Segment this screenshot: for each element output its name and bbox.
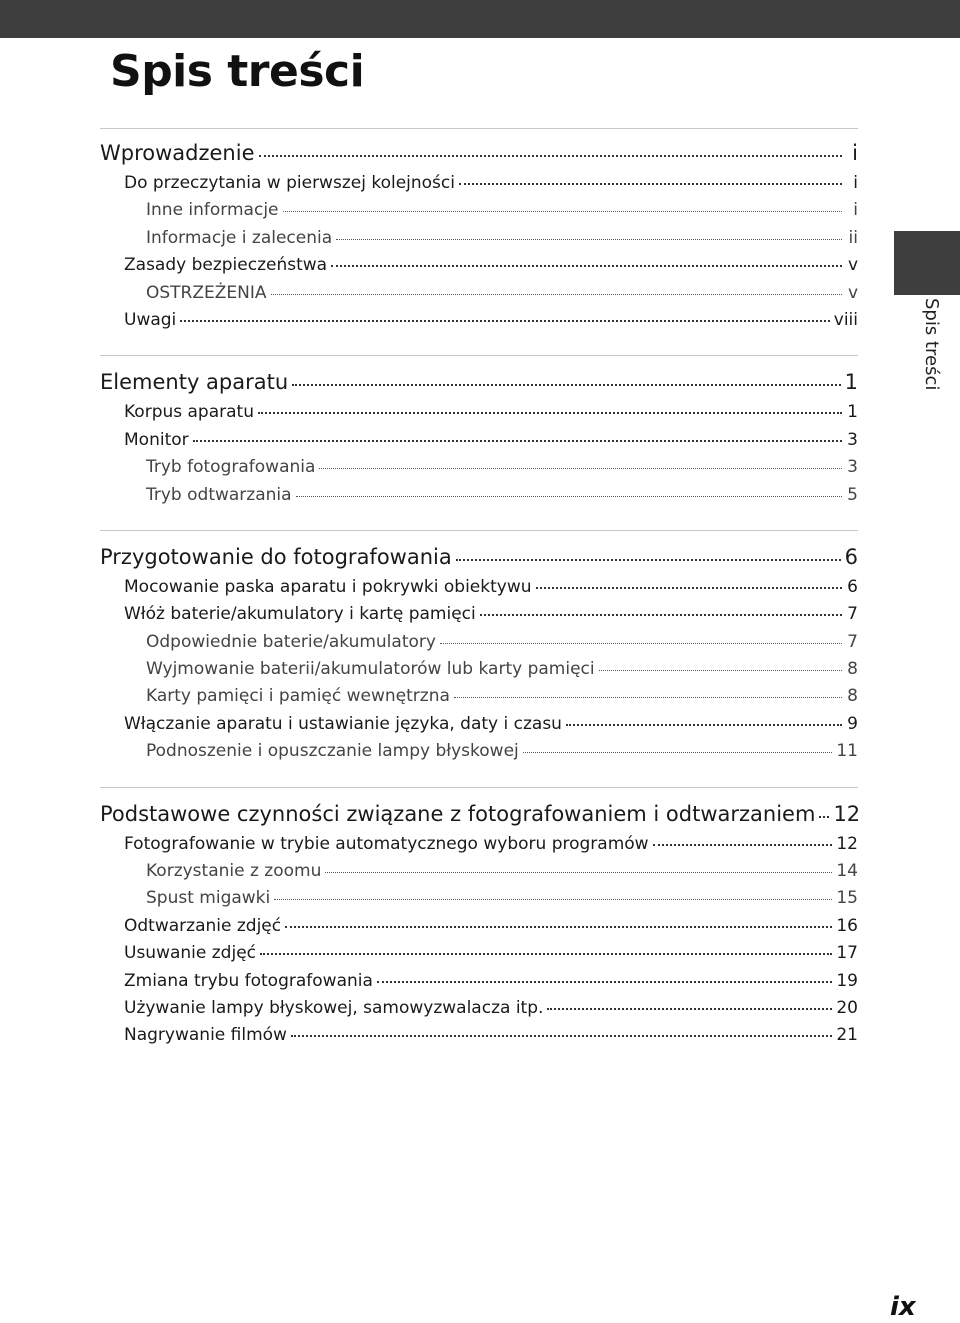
toc-entry-page: 7	[847, 604, 858, 625]
dot-leader	[377, 981, 832, 983]
toc-section-entry[interactable]	[100, 714, 858, 741]
dot-leader	[319, 468, 842, 469]
toc-entry-page: ii	[848, 227, 858, 248]
dot-leader	[260, 953, 832, 955]
toc-subsection-entry[interactable]	[100, 485, 858, 512]
toc-entry-title: Usuwanie zdjęć	[124, 943, 256, 964]
dot-leader	[459, 183, 842, 185]
toc-entry-page: v	[847, 255, 858, 276]
toc-section	[100, 787, 861, 1071]
toc-subsection-entry[interactable]	[100, 686, 858, 713]
top-header-bar	[0, 0, 960, 38]
dot-leader	[283, 211, 842, 212]
dot-leader	[536, 587, 842, 589]
toc-section	[100, 355, 858, 530]
side-section-label: Spis treści	[921, 298, 942, 391]
dot-leader	[336, 239, 842, 240]
table-of-contents	[100, 128, 861, 1071]
toc-entry-title: Inne informacje	[146, 200, 279, 221]
dot-leader	[259, 155, 843, 157]
toc-entry-page: 1	[847, 402, 858, 423]
toc-entry-page: 9	[847, 713, 858, 734]
toc-chapter-entry[interactable]	[100, 801, 861, 834]
dot-leader	[193, 440, 842, 442]
toc-section-entry[interactable]	[100, 255, 858, 282]
toc-entry-page: 7	[847, 631, 858, 652]
toc-entry-page: 15	[836, 888, 858, 909]
toc-section-entry[interactable]	[100, 430, 858, 457]
page-number: ix	[890, 1292, 916, 1322]
toc-entry-page: 12	[836, 833, 858, 854]
toc-entry-title: Odpowiednie baterie/akumulatory	[146, 631, 436, 652]
dot-leader	[456, 559, 841, 561]
toc-chapter-entry[interactable]	[100, 141, 858, 173]
toc-entry-title: Odtwarzanie zdjęć	[124, 915, 282, 936]
dot-leader	[653, 844, 833, 846]
toc-section-entry[interactable]	[100, 971, 858, 998]
toc-entry-page: i	[853, 173, 858, 193]
toc-entry-page: 19	[836, 970, 858, 991]
toc-entry-page: 1	[844, 370, 858, 395]
toc-entry-page: i	[853, 200, 858, 221]
toc-entry-title: Korpus aparatu	[124, 402, 254, 423]
toc-entry-title: Zmiana trybu fotografowania	[124, 970, 373, 991]
toc-entry-page: 20	[836, 997, 858, 1018]
dot-leader	[480, 614, 842, 616]
toc-section	[100, 128, 858, 355]
toc-entry-page: 3	[847, 457, 858, 478]
toc-entry-page: 17	[836, 943, 858, 964]
dot-leader	[291, 1035, 832, 1037]
toc-entry-title: Karty pamięci i pamięć wewnętrzna	[146, 686, 450, 707]
toc-entry-title: Podstawowe czynności związane z fotografowaniem i odtwarzaniem	[100, 801, 816, 826]
toc-section-entry[interactable]	[100, 943, 858, 970]
toc-entry-page: 5	[847, 484, 858, 505]
toc-entry-page: i	[852, 141, 858, 165]
toc-subsection-entry[interactable]	[100, 283, 858, 310]
dot-leader	[599, 670, 842, 671]
toc-entry-page: 14	[836, 861, 858, 882]
toc-entry-page: v	[847, 282, 858, 303]
dot-leader	[523, 752, 833, 753]
toc-section	[100, 530, 858, 787]
toc-section-entry[interactable]	[100, 834, 858, 861]
dot-leader	[285, 926, 832, 928]
dot-leader	[274, 899, 832, 900]
toc-entry-title: Włączanie aparatu i ustawianie języka, daty i czasu	[124, 713, 562, 734]
dot-leader	[819, 816, 829, 818]
toc-section-entry[interactable]	[100, 916, 858, 943]
toc-entry-title: Do przeczytania w pierwszej kolejności	[124, 173, 455, 193]
toc-entry-title: Wyjmowanie baterii/akumulatorów lub karty pamięci	[146, 659, 595, 680]
toc-section-entry[interactable]	[100, 577, 858, 604]
toc-subsection-entry[interactable]	[100, 200, 858, 227]
toc-entry-title: Wprowadzenie	[100, 141, 255, 165]
toc-entry-page: 11	[836, 741, 858, 762]
toc-entry-page: 12	[833, 801, 861, 826]
toc-entry-title: Monitor	[124, 429, 189, 450]
toc-entry-title: OSTRZEŻENIA	[146, 282, 267, 303]
toc-chapter-entry[interactable]	[100, 370, 858, 402]
toc-section-entry[interactable]	[100, 998, 858, 1025]
dot-leader	[292, 384, 840, 386]
toc-entry-page: 6	[844, 544, 858, 569]
toc-section-entry[interactable]	[100, 173, 858, 200]
toc-entry-title: Elementy aparatu	[100, 370, 289, 395]
toc-entry-title: Przygotowanie do fotografowania	[100, 544, 452, 569]
toc-section-entry[interactable]	[100, 604, 858, 631]
toc-section-entry[interactable]	[100, 402, 858, 429]
dot-leader	[440, 643, 842, 644]
toc-entry-page: 8	[847, 659, 858, 680]
toc-entry-page: viii	[833, 309, 858, 330]
dot-leader	[331, 265, 842, 267]
dot-leader	[547, 1008, 832, 1010]
dot-leader	[271, 294, 842, 295]
toc-section-entry[interactable]	[100, 310, 858, 337]
toc-entry-title: Używanie lampy błyskowej, samowyzwalacza itp.	[124, 997, 544, 1018]
toc-entry-page: 8	[847, 686, 858, 707]
toc-entry-title: Podnoszenie i opuszczanie lampy błyskowej	[146, 741, 519, 762]
side-section-tab	[894, 231, 960, 295]
toc-subsection-entry[interactable]	[100, 861, 858, 888]
dot-leader	[258, 412, 842, 414]
page-title: Spis treści	[110, 46, 365, 97]
toc-entry-title: Informacje i zalecenia	[146, 227, 333, 248]
dot-leader	[566, 724, 842, 726]
toc-entry-title: Fotografowanie w trybie automatycznego wyboru programów	[124, 833, 649, 854]
toc-entry-title: Mocowanie paska aparatu i pokrywki obiektywu	[124, 576, 532, 597]
toc-entry-page: 21	[836, 1025, 858, 1046]
toc-entry-title: Korzystanie z zoomu	[146, 861, 322, 882]
dot-leader	[325, 872, 832, 873]
toc-subsection-entry[interactable]	[100, 741, 858, 768]
dot-leader	[296, 496, 842, 497]
toc-entry-title: Zasady bezpieczeństwa	[124, 255, 328, 276]
toc-subsection-entry[interactable]	[100, 888, 858, 915]
dot-leader	[454, 697, 842, 698]
toc-entry-title: Tryb fotografowania	[146, 457, 316, 478]
toc-subsection-entry[interactable]	[100, 659, 858, 686]
toc-entry-page: 16	[836, 915, 858, 936]
toc-chapter-entry[interactable]	[100, 545, 858, 577]
toc-section-entry[interactable]	[100, 1025, 858, 1052]
toc-entry-page: 6	[847, 576, 858, 597]
toc-entry-title: Tryb odtwarzania	[146, 484, 292, 505]
dot-leader	[180, 320, 829, 322]
toc-subsection-entry[interactable]	[100, 457, 858, 484]
toc-subsection-entry[interactable]	[100, 228, 858, 255]
toc-entry-title: Spust migawki	[146, 888, 271, 909]
toc-subsection-entry[interactable]	[100, 632, 858, 659]
toc-entry-page: 3	[847, 429, 858, 450]
toc-entry-title: Nagrywanie filmów	[124, 1025, 287, 1046]
toc-entry-title: Włóż baterie/akumulatory i kartę pamięci	[124, 604, 476, 625]
toc-entry-title: Uwagi	[124, 309, 177, 330]
